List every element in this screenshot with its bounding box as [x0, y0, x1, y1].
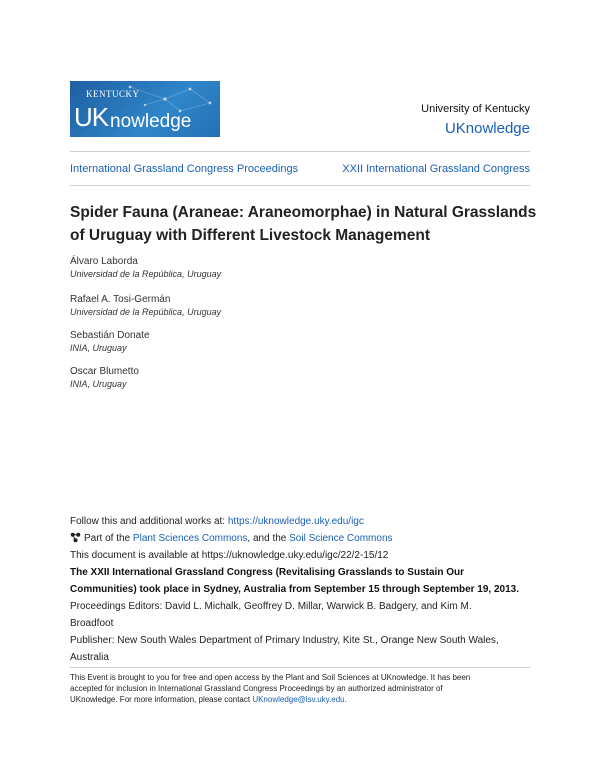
author-name: Oscar Blumetto — [70, 366, 139, 377]
author-affiliation: INIA, Uruguay — [70, 379, 127, 389]
page-title: Spider Fauna (Araneae: Araneomorphae) in Natural Grasslands of Uruguay with Different Livestock Management — [70, 204, 537, 244]
footer-line-1: This Event is brought to you for free and open access by the Plant and Soil Sciences at UKnowledge. It has been — [70, 673, 471, 682]
breadcrumb-congress-link[interactable]: XXII International Grassland Congress — [342, 163, 530, 175]
follow-link[interactable]: https://uknowledge.uky.edu/igc — [227, 516, 364, 527]
footer-period: . — [344, 695, 347, 704]
university-name: University of Kentucky — [421, 103, 530, 115]
logo-knowledge-text: nowledge — [110, 111, 192, 132]
author-affiliation: Universidad de la República, Uruguay — [70, 307, 222, 317]
divider-top — [70, 151, 530, 152]
divider-footer — [70, 667, 530, 668]
network-commons-icon — [70, 532, 81, 543]
congress-line-2: Communities) took place in Sydney, Australia from September 15 through September 19, 2013. — [70, 584, 520, 595]
author-affiliation: Universidad de la República, Uruguay — [70, 269, 222, 279]
soil-science-commons-link[interactable]: Soil Science Commons — [289, 533, 393, 544]
author-name: Sebastián Donate — [70, 330, 150, 341]
available-line: This document is available at https://uknowledge.uky.edu/igc/22/2-15/12 — [70, 550, 389, 561]
part-of-text: Part of the — [84, 533, 133, 544]
author-name: Rafael A. Tosi-Germán — [70, 294, 171, 305]
plant-sciences-commons-link[interactable]: Plant Sciences Commons — [132, 533, 248, 544]
follow-text: Follow this and additional works at: — [70, 516, 228, 527]
publisher-line-1: Publisher: New South Wales Department of Primary Industry, Kite St., Orange New South Wales, — [70, 635, 499, 646]
uknowledge-logo[interactable] — [70, 81, 220, 137]
author-affiliation: INIA, Uruguay — [70, 343, 127, 353]
document-info — [70, 513, 540, 666]
footer-line-2: accepted for inclusion in International Grassland Congress Proceedings by an authorized administrator of — [70, 684, 443, 693]
editors-line-2: Broadfoot — [70, 618, 114, 629]
contact-email-link[interactable]: UKnowledge@lsv.uky.edu — [252, 695, 345, 704]
logo-uk-text: UK — [74, 102, 109, 132]
part-of-mid-text: , and the — [247, 533, 290, 544]
divider-bottom — [70, 185, 530, 186]
publisher-line-2: Australia — [70, 652, 109, 663]
editors-line-1: Proceedings Editors: David L. Michalk, Geoffrey D. Millar, Warwick B. Badgery, and Kim M. — [70, 601, 472, 612]
uknowledge-link[interactable]: UKnowledge — [444, 120, 530, 137]
footer-notice — [70, 672, 530, 705]
congress-line-1: The XXII International Grassland Congress (Revitalising Grasslands to Sustain Our — [70, 567, 464, 578]
footer-contact-text: UKnowledge. For more information, please contact — [70, 695, 253, 704]
footer-line-3 — [70, 694, 530, 705]
logo-kentucky-text: KENTUCKY — [86, 89, 140, 99]
breadcrumb-proceedings-link[interactable]: International Grassland Congress Proceedings — [70, 163, 299, 175]
author-name: Álvaro Laborda — [70, 256, 138, 267]
follow-line — [70, 513, 540, 530]
part-of-line — [70, 530, 540, 547]
